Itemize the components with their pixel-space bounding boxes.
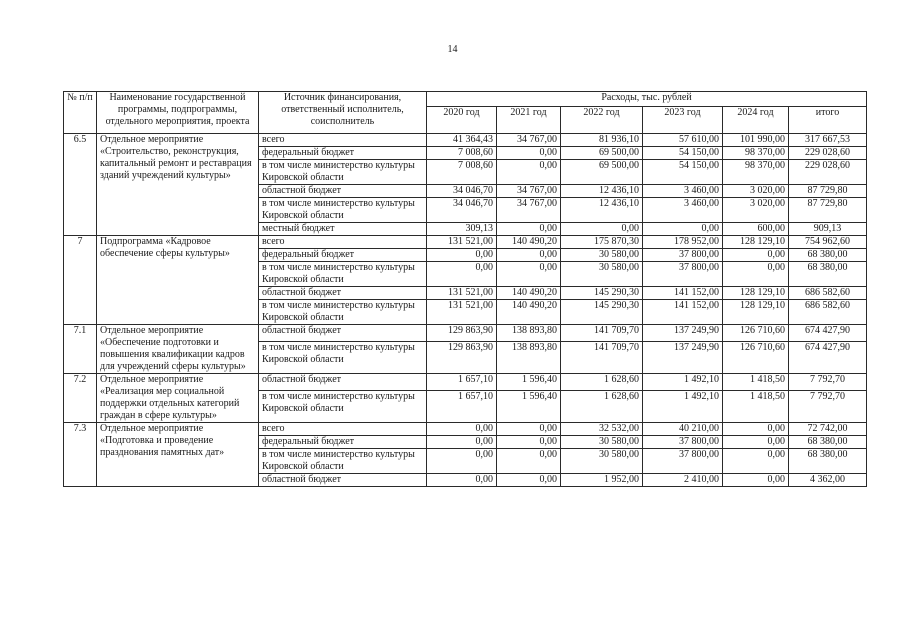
value-total: 7 792,70	[789, 390, 867, 422]
value-year: 1 657,10	[427, 374, 497, 391]
value-year: 0,00	[643, 223, 723, 236]
value-year: 37 800,00	[643, 436, 723, 449]
value-year: 0,00	[427, 474, 497, 487]
header-year: 2024 год	[723, 107, 789, 134]
value-year: 7 008,60	[427, 147, 497, 160]
value-year: 12 436,10	[561, 185, 643, 198]
value-total: 68 380,00	[789, 262, 867, 287]
item-code: 7.3	[64, 423, 97, 487]
value-year: 1 628,60	[561, 390, 643, 422]
funding-source: местный бюджет	[259, 223, 427, 236]
value-year: 138 893,80	[497, 325, 561, 342]
value-year: 34 767,00	[497, 198, 561, 223]
value-year: 126 710,60	[723, 325, 789, 342]
value-year: 1 628,60	[561, 374, 643, 391]
budget-table	[63, 91, 867, 487]
value-year: 128 129,10	[723, 287, 789, 300]
value-year: 145 290,30	[561, 287, 643, 300]
value-total: 754 962,60	[789, 236, 867, 249]
value-total: 4 362,00	[789, 474, 867, 487]
value-year: 98 370,00	[723, 147, 789, 160]
value-total: 229 028,60	[789, 160, 867, 185]
item-name: Отдельное мероприятие «Строительство, реконструкция, капитальный ремонт и реставрация зданий учреждений культуры»	[97, 134, 259, 236]
value-year: 600,00	[723, 223, 789, 236]
value-year: 1 418,50	[723, 374, 789, 391]
funding-source: федеральный бюджет	[259, 436, 427, 449]
value-year: 54 150,00	[643, 147, 723, 160]
value-year: 69 500,00	[561, 160, 643, 185]
value-year: 37 800,00	[643, 262, 723, 287]
header-year: 2023 год	[643, 107, 723, 134]
value-year: 128 129,10	[723, 300, 789, 325]
header-num: № п/п	[64, 92, 97, 134]
header-year: 2021 год	[497, 107, 561, 134]
value-year: 129 863,90	[427, 341, 497, 373]
value-year: 30 580,00	[561, 262, 643, 287]
header-expenses: Расходы, тыс. рублей	[427, 92, 867, 107]
value-year: 1 418,50	[723, 390, 789, 422]
table-row	[64, 236, 867, 249]
table-row	[64, 134, 867, 147]
funding-source: в том числе министерство культуры Кировской области	[259, 198, 427, 223]
value-year: 0,00	[427, 423, 497, 436]
value-year: 0,00	[723, 436, 789, 449]
value-year: 0,00	[427, 449, 497, 474]
item-code: 7	[64, 236, 97, 325]
item-name: Отдельное мероприятие «Подготовка и проведение празднования памятных дат»	[97, 423, 259, 487]
funding-source: в том числе министерство культуры Кировской области	[259, 341, 427, 373]
value-year: 145 290,30	[561, 300, 643, 325]
value-year: 0,00	[497, 223, 561, 236]
value-year: 34 767,00	[497, 185, 561, 198]
value-total: 72 742,00	[789, 423, 867, 436]
value-year: 0,00	[723, 449, 789, 474]
value-year: 2 410,00	[643, 474, 723, 487]
value-total: 68 380,00	[789, 449, 867, 474]
value-year: 0,00	[723, 262, 789, 287]
value-year: 0,00	[497, 474, 561, 487]
value-total: 317 667,53	[789, 134, 867, 147]
value-total: 686 582,60	[789, 287, 867, 300]
value-total: 87 729,80	[789, 185, 867, 198]
value-year: 137 249,90	[643, 325, 723, 342]
header-total: итого	[789, 107, 867, 134]
value-year: 0,00	[723, 249, 789, 262]
value-year: 30 580,00	[561, 449, 643, 474]
item-name: Отдельное мероприятие «Обеспечение подготовки и повышения квалификации кадров для учреждений сферы культуры»	[97, 325, 259, 374]
value-year: 178 952,00	[643, 236, 723, 249]
table-row	[64, 325, 867, 342]
value-year: 0,00	[723, 474, 789, 487]
value-year: 34 046,70	[427, 198, 497, 223]
value-year: 40 210,00	[643, 423, 723, 436]
item-code: 7.2	[64, 374, 97, 423]
header-source: Источник финансирования, ответственный исполнитель, соисполнитель	[259, 92, 427, 134]
value-year: 41 364,43	[427, 134, 497, 147]
value-year: 81 936,10	[561, 134, 643, 147]
value-year: 140 490,20	[497, 287, 561, 300]
value-year: 54 150,00	[643, 160, 723, 185]
value-year: 1 657,10	[427, 390, 497, 422]
value-year: 1 596,40	[497, 374, 561, 391]
value-year: 3 020,00	[723, 198, 789, 223]
funding-source: областной бюджет	[259, 185, 427, 198]
funding-source: всего	[259, 423, 427, 436]
value-year: 30 580,00	[561, 249, 643, 262]
value-year: 140 490,20	[497, 236, 561, 249]
value-year: 0,00	[497, 449, 561, 474]
funding-source: в том числе министерство культуры Кировской области	[259, 300, 427, 325]
funding-source: областной бюджет	[259, 474, 427, 487]
value-total: 674 427,90	[789, 325, 867, 342]
funding-source: областной бюджет	[259, 325, 427, 342]
value-year: 1 492,10	[643, 374, 723, 391]
funding-source: областной бюджет	[259, 287, 427, 300]
value-year: 30 580,00	[561, 436, 643, 449]
table-body	[64, 134, 867, 487]
value-year: 129 863,90	[427, 325, 497, 342]
value-year: 0,00	[427, 436, 497, 449]
value-year: 141 709,70	[561, 341, 643, 373]
value-year: 137 249,90	[643, 341, 723, 373]
item-name: Отдельное мероприятие «Реализация мер социальной поддержки отдельных категорий граждан в сфере культуры»	[97, 374, 259, 423]
value-year: 0,00	[427, 249, 497, 262]
value-year: 0,00	[497, 147, 561, 160]
value-year: 0,00	[427, 262, 497, 287]
header-year: 2020 год	[427, 107, 497, 134]
value-total: 68 380,00	[789, 436, 867, 449]
value-year: 98 370,00	[723, 160, 789, 185]
value-year: 34 767,00	[497, 134, 561, 147]
value-year: 141 709,70	[561, 325, 643, 342]
item-name: Подпрограмма «Кадровое обеспечение сферы культуры»	[97, 236, 259, 325]
value-total: 686 582,60	[789, 300, 867, 325]
value-year: 3 460,00	[643, 198, 723, 223]
value-year: 1 952,00	[561, 474, 643, 487]
value-year: 57 610,00	[643, 134, 723, 147]
table-row	[64, 374, 867, 391]
value-total: 674 427,90	[789, 341, 867, 373]
value-year: 141 152,00	[643, 287, 723, 300]
value-year: 0,00	[497, 160, 561, 185]
funding-source: федеральный бюджет	[259, 147, 427, 160]
value-year: 7 008,60	[427, 160, 497, 185]
value-year: 0,00	[497, 436, 561, 449]
value-year: 37 800,00	[643, 249, 723, 262]
funding-source: в том числе министерство культуры Кировской области	[259, 160, 427, 185]
value-year: 141 152,00	[643, 300, 723, 325]
value-year: 0,00	[497, 249, 561, 262]
value-year: 1 596,40	[497, 390, 561, 422]
header-year: 2022 год	[561, 107, 643, 134]
table-row	[64, 423, 867, 436]
value-year: 0,00	[561, 223, 643, 236]
value-year: 1 492,10	[643, 390, 723, 422]
item-code: 6.5	[64, 134, 97, 236]
value-year: 69 500,00	[561, 147, 643, 160]
value-total: 229 028,60	[789, 147, 867, 160]
value-year: 0,00	[497, 262, 561, 287]
value-year: 0,00	[723, 423, 789, 436]
value-year: 126 710,60	[723, 341, 789, 373]
value-year: 34 046,70	[427, 185, 497, 198]
funding-source: всего	[259, 236, 427, 249]
value-total: 7 792,70	[789, 374, 867, 391]
value-year: 175 870,30	[561, 236, 643, 249]
value-year: 3 460,00	[643, 185, 723, 198]
value-year: 140 490,20	[497, 300, 561, 325]
funding-source: федеральный бюджет	[259, 249, 427, 262]
page-number: 14	[447, 44, 458, 55]
value-year: 101 990,00	[723, 134, 789, 147]
value-year: 131 521,00	[427, 287, 497, 300]
funding-source: в том числе министерство культуры Кировской области	[259, 449, 427, 474]
value-total: 68 380,00	[789, 249, 867, 262]
value-year: 138 893,80	[497, 341, 561, 373]
value-total: 87 729,80	[789, 198, 867, 223]
funding-source: всего	[259, 134, 427, 147]
value-year: 37 800,00	[643, 449, 723, 474]
value-year: 309,13	[427, 223, 497, 236]
header-name: Наименование государственной программы, подпрограммы, отдельного мероприятия, проекта	[97, 92, 259, 134]
value-year: 128 129,10	[723, 236, 789, 249]
funding-source: областной бюджет	[259, 374, 427, 391]
value-year: 131 521,00	[427, 236, 497, 249]
value-year: 3 020,00	[723, 185, 789, 198]
value-year: 32 532,00	[561, 423, 643, 436]
funding-source: в том числе министерство культуры Кировской области	[259, 390, 427, 422]
value-total: 909,13	[789, 223, 867, 236]
value-year: 12 436,10	[561, 198, 643, 223]
value-year: 131 521,00	[427, 300, 497, 325]
value-year: 0,00	[497, 423, 561, 436]
item-code: 7.1	[64, 325, 97, 374]
funding-source: в том числе министерство культуры Кировской области	[259, 262, 427, 287]
